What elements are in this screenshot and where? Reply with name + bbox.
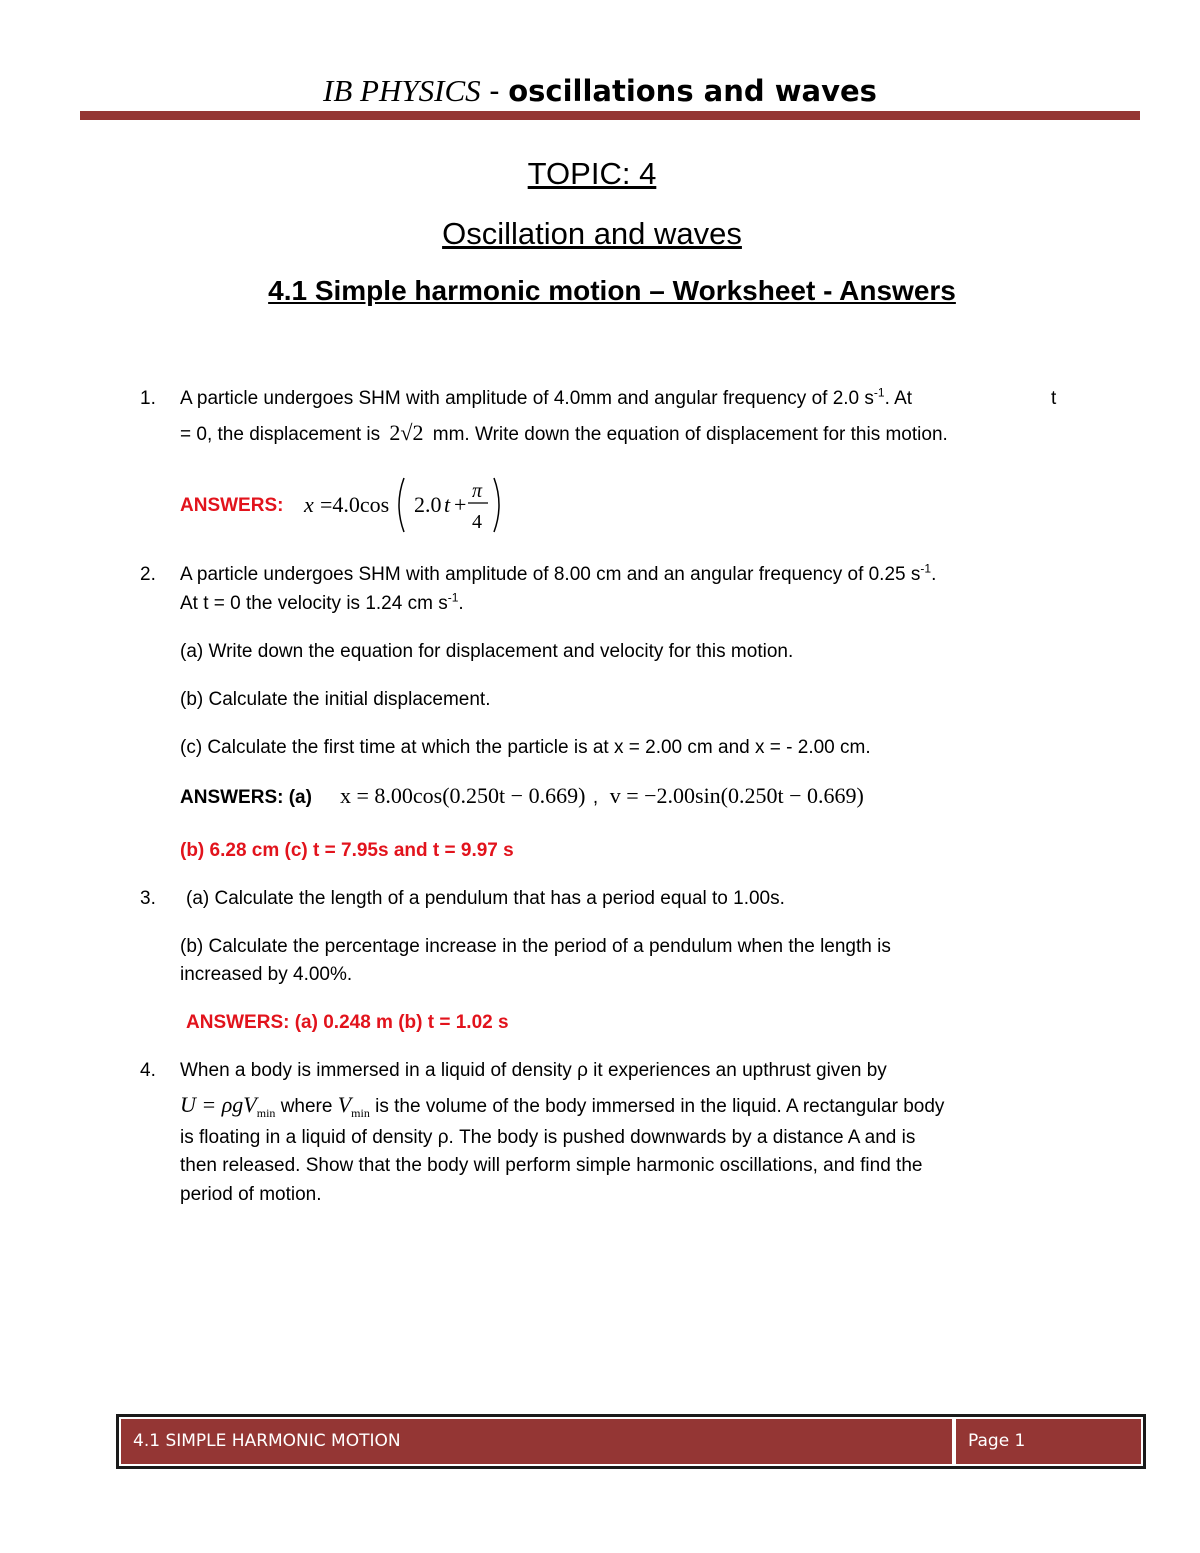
- q4-line1: When a body is immersed in a liquid of density ρ it experiences an upthrust given by: [180, 1060, 887, 1081]
- q2-line1-end: .: [931, 564, 937, 585]
- q1-line1-sup: -1: [873, 385, 885, 400]
- q1-line1-t: t: [1051, 388, 1057, 409]
- q2-line2-sup: -1: [447, 590, 459, 605]
- q2-line2-end: .: [458, 593, 464, 614]
- q1-answer-label: ANSWERS:: [180, 495, 284, 516]
- q4-line4: then released. Show that the body will perform simple harmonic oscillations, and find the: [180, 1155, 923, 1176]
- svg-text:π: π: [472, 480, 483, 502]
- q2-part-b: (b) Calculate the initial displacement.: [180, 689, 491, 710]
- q1-equation-graphic: [300, 470, 520, 540]
- header-bold: oscillations and waves: [508, 74, 877, 108]
- svg-text:=4.0cos: =4.0cos: [320, 492, 390, 517]
- q3-number: 3.: [140, 888, 156, 909]
- q2-line2-text: At t = 0 the velocity is 1.24 cm s: [180, 593, 448, 614]
- svg-text:2.0: 2.0: [414, 492, 442, 517]
- q4-where: where: [280, 1096, 333, 1117]
- q4-line5: period of motion.: [180, 1184, 322, 1205]
- q3-part-b-line2: increased by 4.00%.: [180, 964, 353, 985]
- q3-part-b-line1: (b) Calculate the percentage increase in the period of a pendulum when the length is: [180, 936, 891, 957]
- q2-number: 2.: [140, 564, 156, 585]
- svg-text:t: t: [444, 492, 451, 517]
- q2-answer-math: [340, 780, 864, 814]
- q1-line1-end: . At: [884, 388, 913, 409]
- q1-sqrt-math: 2√2: [389, 420, 424, 445]
- q4-line3: is floating in a liquid of density ρ. The body is pushed downwards by a distance A and is: [180, 1127, 916, 1148]
- q4-math-upthrust-sub: min: [256, 1105, 276, 1120]
- q4-math-volume: V: [337, 1092, 352, 1117]
- subtitle: Oscillation and waves: [442, 216, 742, 251]
- q4-math-volume-sub: min: [351, 1105, 370, 1120]
- q2-answer-label: ANSWERS: (a): [180, 787, 312, 808]
- q3-answer: ANSWERS: (a) 0.248 m (b) t = 1.02 s: [186, 1012, 509, 1033]
- q3-part-a: (a) Calculate the length of a pendulum that has a period equal to 1.00s.: [186, 888, 785, 909]
- q1-line1: [180, 384, 1080, 413]
- footer-section-label: 4.1 SIMPLE HARMONIC MOTION: [133, 1431, 401, 1451]
- q1-line2: [180, 418, 1080, 449]
- q1-line2-end: mm. Write down the equation of displacement for this motion.: [432, 424, 948, 445]
- footer-page-number: Page 1: [968, 1431, 1026, 1451]
- q4-math-upthrust: U = ρgV: [180, 1092, 257, 1117]
- q2-line2: [180, 589, 1080, 618]
- footer-left-cell: [121, 1419, 952, 1464]
- footer-right-cell: [956, 1419, 1141, 1464]
- header-rule: [80, 111, 1140, 120]
- q2-line1-sup: -1: [920, 561, 932, 576]
- svg-text:4: 4: [472, 511, 482, 533]
- q2-answer-bc: (b) 6.28 cm (c) t = 7.95s and t = 9.97 s: [180, 840, 514, 861]
- q2-answer-math1: x = 8.00cos(0.250t − 0.669): [340, 783, 586, 808]
- q2-part-a: (a) Write down the equation for displacement and velocity for this motion.: [180, 641, 794, 662]
- svg-text:+: +: [454, 492, 467, 517]
- header-sep: -: [480, 73, 509, 108]
- q1-line2-text: = 0, the displacement is: [180, 424, 381, 445]
- q2-answer-sep: ,: [592, 787, 599, 808]
- page-header: [0, 72, 1200, 110]
- q2-part-c: (c) Calculate the first time at which the particle is at x = 2.00 cm and x = - 2.00 cm.: [180, 737, 871, 758]
- topic-title: TOPIC: 4: [527, 156, 657, 191]
- worksheet-title: 4.1 Simple harmonic motion – Worksheet - Answers: [268, 275, 956, 306]
- q4-number: 4.: [140, 1060, 156, 1081]
- q4-line2-end: is the volume of the body immersed in the liquid. A rectangular body: [375, 1096, 945, 1117]
- q2-answer-math2: v = −2.00sin(0.250t − 0.669): [609, 783, 864, 808]
- q1-line1-text: A particle undergoes SHM with amplitude of 4.0mm and angular frequency of 2.0 s: [180, 388, 874, 409]
- q1-number: 1.: [140, 388, 156, 409]
- svg-text:x: x: [304, 492, 314, 517]
- q2-line1: [180, 560, 1080, 589]
- q1-answer-math: [300, 470, 520, 545]
- q2-line1-text: A particle undergoes SHM with amplitude of 8.00 cm and an angular frequency of 0.25 s: [180, 564, 921, 585]
- header-italic: IB PHYSICS: [323, 73, 481, 108]
